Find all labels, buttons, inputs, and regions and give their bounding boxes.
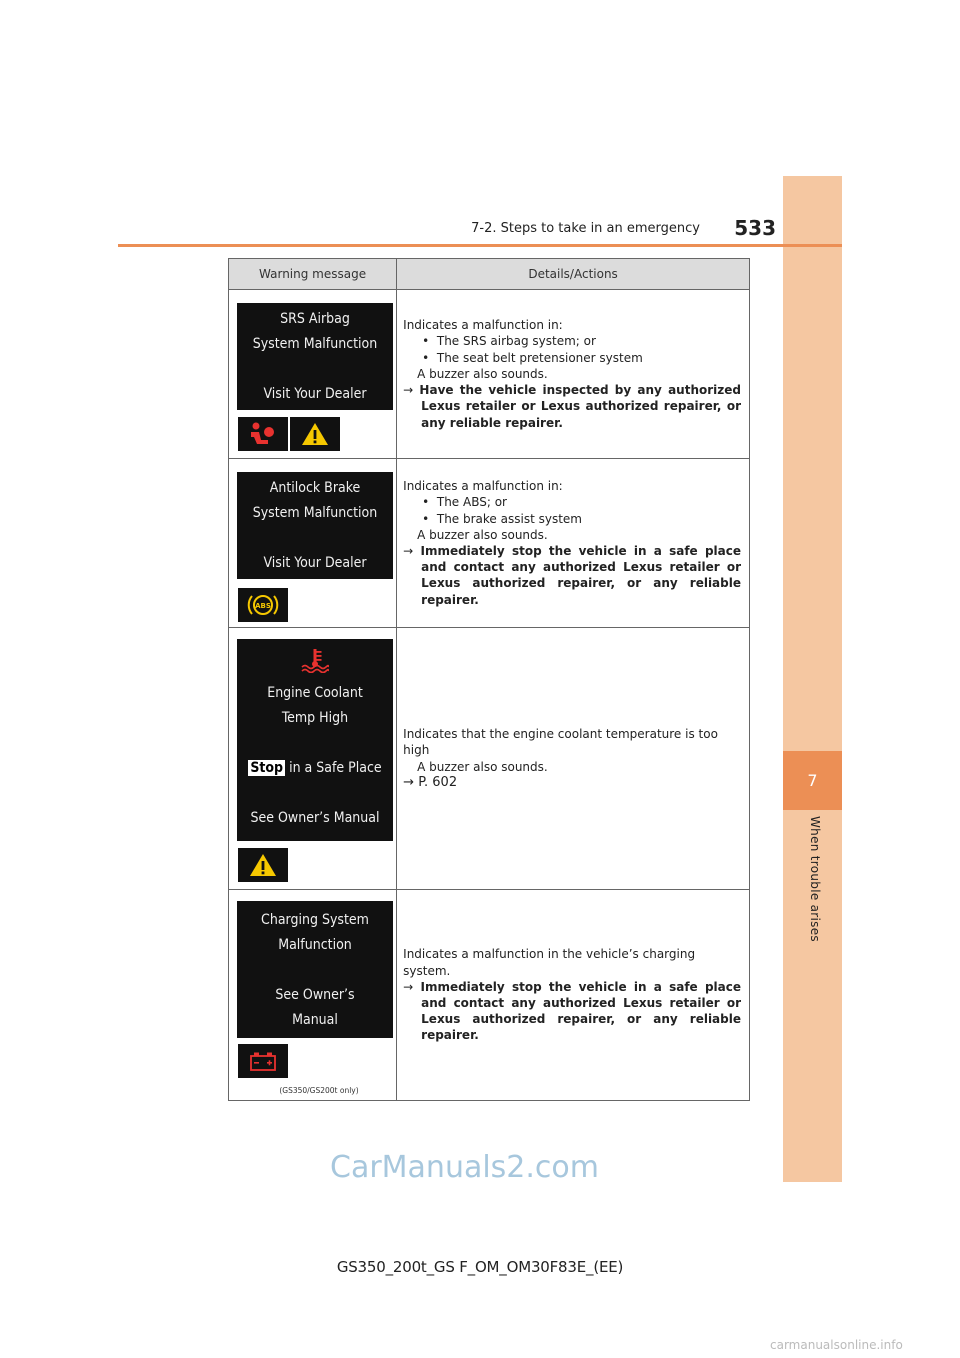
header-rule [118, 244, 842, 247]
details-cell [397, 628, 750, 890]
page-number: 533 [734, 216, 776, 240]
master-warning-icon [290, 417, 340, 451]
table-row [229, 459, 750, 628]
warning-cell [229, 290, 397, 459]
stop-highlight: Stop [250, 760, 284, 776]
page-ref-link[interactable]: P. 602 [418, 774, 458, 790]
screen-line: See Owner’s [275, 987, 355, 1003]
arrow-symbol: → [403, 383, 414, 398]
detail-action [403, 979, 741, 1044]
screen-line: Visit Your Dealer [263, 386, 367, 402]
screen-spacer [237, 781, 393, 806]
doc-code: GS350_200t_GS F_OM_OM30F83E_(EE) [336, 1258, 624, 1276]
detail-action [403, 382, 741, 431]
screen-line: Antilock Brake [269, 480, 361, 496]
airbag-warning-icon [238, 417, 288, 451]
chapter-title: When trouble arises [808, 816, 822, 942]
detail-intro: Indicates a malfunction in the vehicle’s charging system. [403, 947, 696, 978]
detail-note: A buzzer also sounds. [417, 759, 548, 774]
detail-action [403, 543, 741, 608]
arrow-symbol: → [403, 774, 415, 790]
screen-line: Engine Coolant [267, 685, 363, 701]
abs-label: ABS [255, 602, 271, 610]
display-screen [237, 303, 393, 410]
warning-cell [229, 628, 397, 890]
screen-line: Malfunction [278, 937, 352, 953]
screen-line: Manual [292, 1012, 338, 1028]
display-screen [237, 901, 393, 1038]
screen-line-text: in a Safe Place [289, 760, 382, 776]
warning-message-table [228, 258, 750, 1101]
chapter-number: 7 [783, 751, 842, 810]
screen-line: Visit Your Dealer [263, 555, 367, 571]
warning-cell [229, 459, 397, 628]
details-cell [397, 459, 750, 628]
detail-intro: Indicates that the engine coolant temperature is too high [403, 727, 718, 758]
master-warning-icon [238, 848, 288, 882]
detail-intro: Indicates a malfunction in: [403, 479, 563, 494]
screen-line [237, 756, 393, 781]
bullet-text: The SRS airbag system; or [436, 334, 596, 349]
detail-note: A buzzer also sounds. [417, 527, 548, 542]
arrow-symbol: → [403, 979, 414, 994]
details-cell [397, 290, 750, 459]
screen-line: SRS Airbag [280, 311, 350, 327]
coolant-temp-icon [237, 647, 393, 681]
battery-charge-icon [238, 1044, 288, 1078]
screen-spacer [237, 731, 393, 756]
action-text: Have the vehicle inspected by any authorized Lexus retailer or Lexus authorized repairer, or any reliable repairer. [419, 383, 741, 430]
bullet-symbol: • [422, 350, 430, 365]
abs-warning-icon [238, 588, 288, 622]
detail-action [403, 775, 741, 791]
chapter-side-tab [783, 176, 842, 1182]
screen-line: Charging System [261, 912, 369, 928]
arrow-symbol: → [403, 544, 414, 558]
display-screen [237, 472, 393, 579]
display-screen [237, 639, 393, 841]
detail-intro: Indicates a malfunction in: [403, 318, 563, 333]
screen-line: Temp High [281, 710, 349, 726]
screen-spacer [237, 526, 393, 551]
table-row [229, 290, 750, 459]
detail-bullet [403, 511, 741, 527]
screen-line: System Malfunction [252, 505, 378, 521]
details-cell [397, 890, 750, 1101]
bullet-symbol: • [422, 334, 430, 349]
table-row [229, 890, 750, 1101]
screen-spacer [237, 958, 393, 983]
detail-bullet [403, 350, 741, 366]
detail-bullet [403, 494, 741, 510]
action-text: Immediately stop the vehicle in a safe place and contact any authorized Lexus retailer or Lexus authorized repairer, or any reliable repairer. [420, 544, 741, 607]
detail-bullet [403, 333, 741, 349]
col-header-warning: Warning message [229, 259, 397, 290]
watermark: CarManuals2.com [330, 1150, 600, 1185]
bullet-text: The ABS; or [436, 495, 507, 510]
model-caption: (GS350/GS200t only) [279, 1086, 359, 1095]
bullet-text: The brake assist system [436, 511, 582, 526]
watermark: carmanualsonline.info [770, 1338, 903, 1352]
col-header-details: Details/Actions [397, 259, 750, 290]
bullet-text: The seat belt pretensioner system [436, 350, 643, 365]
action-text: Immediately stop the vehicle in a safe place and contact any authorized Lexus retailer or Lexus authorized repairer, or any reliable repairer. [420, 979, 741, 1043]
bullet-symbol: • [422, 495, 430, 510]
section-title: 7-2. Steps to take in an emergency [471, 221, 700, 236]
bullet-symbol: • [422, 511, 430, 526]
detail-note: A buzzer also sounds. [417, 366, 548, 381]
table-row [229, 628, 750, 890]
screen-line: See Owner’s Manual [250, 810, 380, 826]
screen-line: System Malfunction [252, 336, 378, 352]
warning-cell [229, 890, 397, 1101]
screen-spacer [237, 357, 393, 382]
